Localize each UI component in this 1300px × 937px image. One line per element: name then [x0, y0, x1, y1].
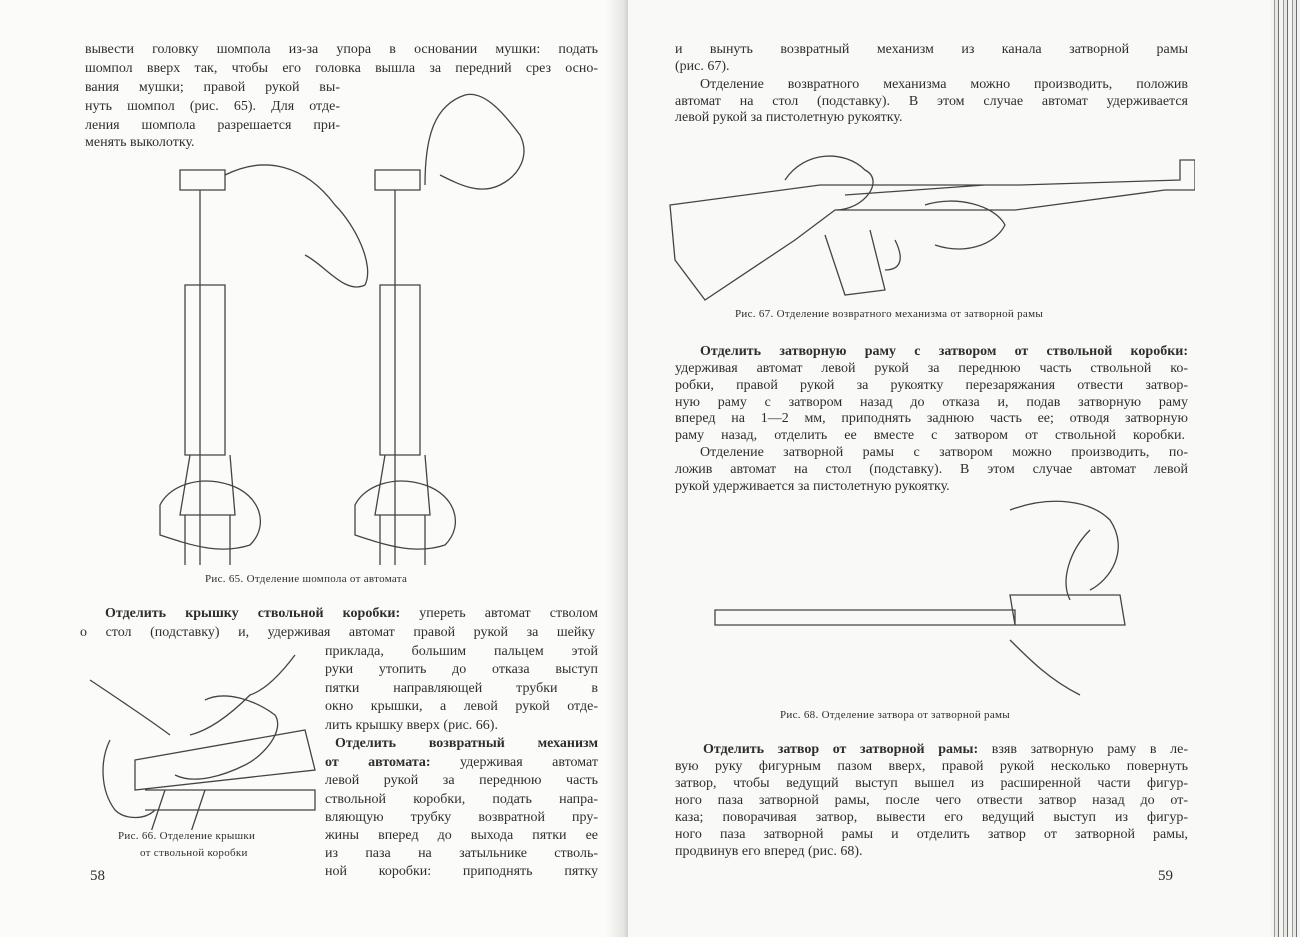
frame-heading: Отделить затворную раму с затвором от ствольной коробки: — [700, 344, 1188, 359]
figure-67-illustration — [665, 145, 1195, 305]
text-line: левой рукой за переднюю часть — [325, 773, 598, 788]
text-line — [325, 754, 598, 772]
text-line: из паза на затыльнике стволь- — [325, 846, 598, 861]
text-line: шомпол вверх так, чтобы его головка вышла за передний срез осно- — [85, 61, 598, 76]
text-line: удерживая автомат левой рукой за переднюю часть ствольной ко- — [675, 361, 1188, 376]
bolt-heading: Отделить затвор от затворной рамы: — [703, 742, 979, 757]
text-line: приклада, большим пальцем этой — [325, 644, 598, 659]
left-page — [0, 0, 628, 937]
bolt-paragraph-line-1 — [703, 741, 1188, 759]
text-line: вания мушки; правой рукой вы- — [85, 80, 340, 95]
text-run: упереть автомат стволом — [419, 606, 599, 621]
cover-paragraph-line-1 — [105, 605, 598, 623]
text-line: Отделение возвратного механизма можно производить, положив — [700, 77, 1188, 92]
text-line: затвор, чтобы ведущий выступ вышел из расширенной части фигур- — [675, 776, 1188, 791]
text-line: ную раму с затвором назад до отказа и, подав затворную раму — [675, 395, 1188, 410]
page-number: 59 — [1158, 868, 1173, 884]
text-line: нуть шомпол (рис. 65). Для отде- — [85, 99, 340, 114]
text-line: ного паза затворной рамы, после чего отвести затвор назад до от- — [675, 793, 1188, 808]
text-line: рукой удерживается за пистолетную рукоятку. — [675, 479, 950, 494]
right-page — [628, 0, 1300, 937]
text-line: (рис. 67). — [675, 59, 730, 74]
page-edges — [1270, 0, 1300, 937]
text-line: ложив автомат на стол (подставку). В этом случае автомат левой — [675, 462, 1188, 477]
return-heading: Отделить возвратный механизм — [335, 736, 598, 751]
text-line: вперед на 1—2 мм, приподнять заднюю часть ее; отводя затворную — [675, 411, 1188, 426]
text-line: вляющую трубку возвратной пру- — [325, 810, 598, 825]
return-heading-end: от автомата: — [325, 755, 431, 770]
text-line: ной коробки: приподнять пятку — [325, 864, 598, 879]
text-line: левой рукой за пистолетную рукоятку. — [675, 110, 903, 125]
text-line: вывести головку шомпола из-за упора в основании мушки: подать — [85, 42, 598, 57]
text-line: автомат на стол (подставку). В этом случае автомат удерживается — [675, 94, 1188, 109]
text-line: окно крышки, а левой рукой отде- — [325, 699, 598, 714]
text-line: продвинув его вперед (рис. 68). — [675, 844, 863, 859]
cover-heading: Отделить крышку ствольной коробки: — [105, 606, 401, 621]
text-line: ного паза затворной рамы и отделить затвор от затворной рамы, — [675, 827, 1188, 842]
text-line: менять выколотку. — [85, 135, 195, 150]
text-line: жины вперед до выхода пятки ее — [325, 828, 598, 843]
figure-68-illustration — [710, 500, 1140, 700]
figure-66-caption-line-1: Рис. 66. Отделение крышки — [118, 830, 256, 842]
text-run: удерживая автомат — [460, 755, 599, 770]
figure-65-caption: Рис. 65. Отделение шомпола от автомата — [205, 573, 408, 585]
text-line: вую руку фигурным пазом вверх, правой рукой несколько повернуть — [675, 759, 1188, 774]
figure-67-caption: Рис. 67. Отделение возвратного механизма от затворной рамы — [735, 308, 1044, 320]
text-line: и вынуть возвратный механизм из канала затворной рамы — [675, 42, 1188, 57]
text-line: каза; поворачивая затвор, вывести его ведущий выступ из фигур- — [675, 810, 1188, 825]
text-line: ствольной коробки, подать напра- — [325, 792, 598, 807]
text-line: пятки направляющей трубки в — [325, 681, 598, 696]
figure-66-illustration — [85, 650, 320, 830]
figure-65-illustration — [140, 85, 540, 565]
text-line: о стол (подставку) и, удерживая автомат правой рукой за шейку — [80, 625, 595, 640]
text-line: Отделение затворной рамы с затвором можно производить, по- — [700, 445, 1188, 460]
figure-68-caption: Рис. 68. Отделение затвора от затворной рамы — [780, 709, 1010, 721]
text-line: руки утопить до отказа выступ — [325, 662, 598, 677]
text-run: взяв затворную раму в ле- — [991, 742, 1189, 757]
text-line: ления шомпола разрешается при- — [85, 118, 340, 133]
figure-66-caption-line-2: от ствольной коробки — [140, 847, 248, 859]
page-number: 58 — [90, 868, 105, 884]
text-line: раму назад, отделить ее вместе с затвором от ствольной коробки. — [675, 428, 1185, 443]
text-line: робки, правой рукой за рукоятку перезаряжания отвести затвор- — [675, 378, 1188, 393]
text-line: лить крышку вверх (рис. 66). — [325, 718, 498, 733]
